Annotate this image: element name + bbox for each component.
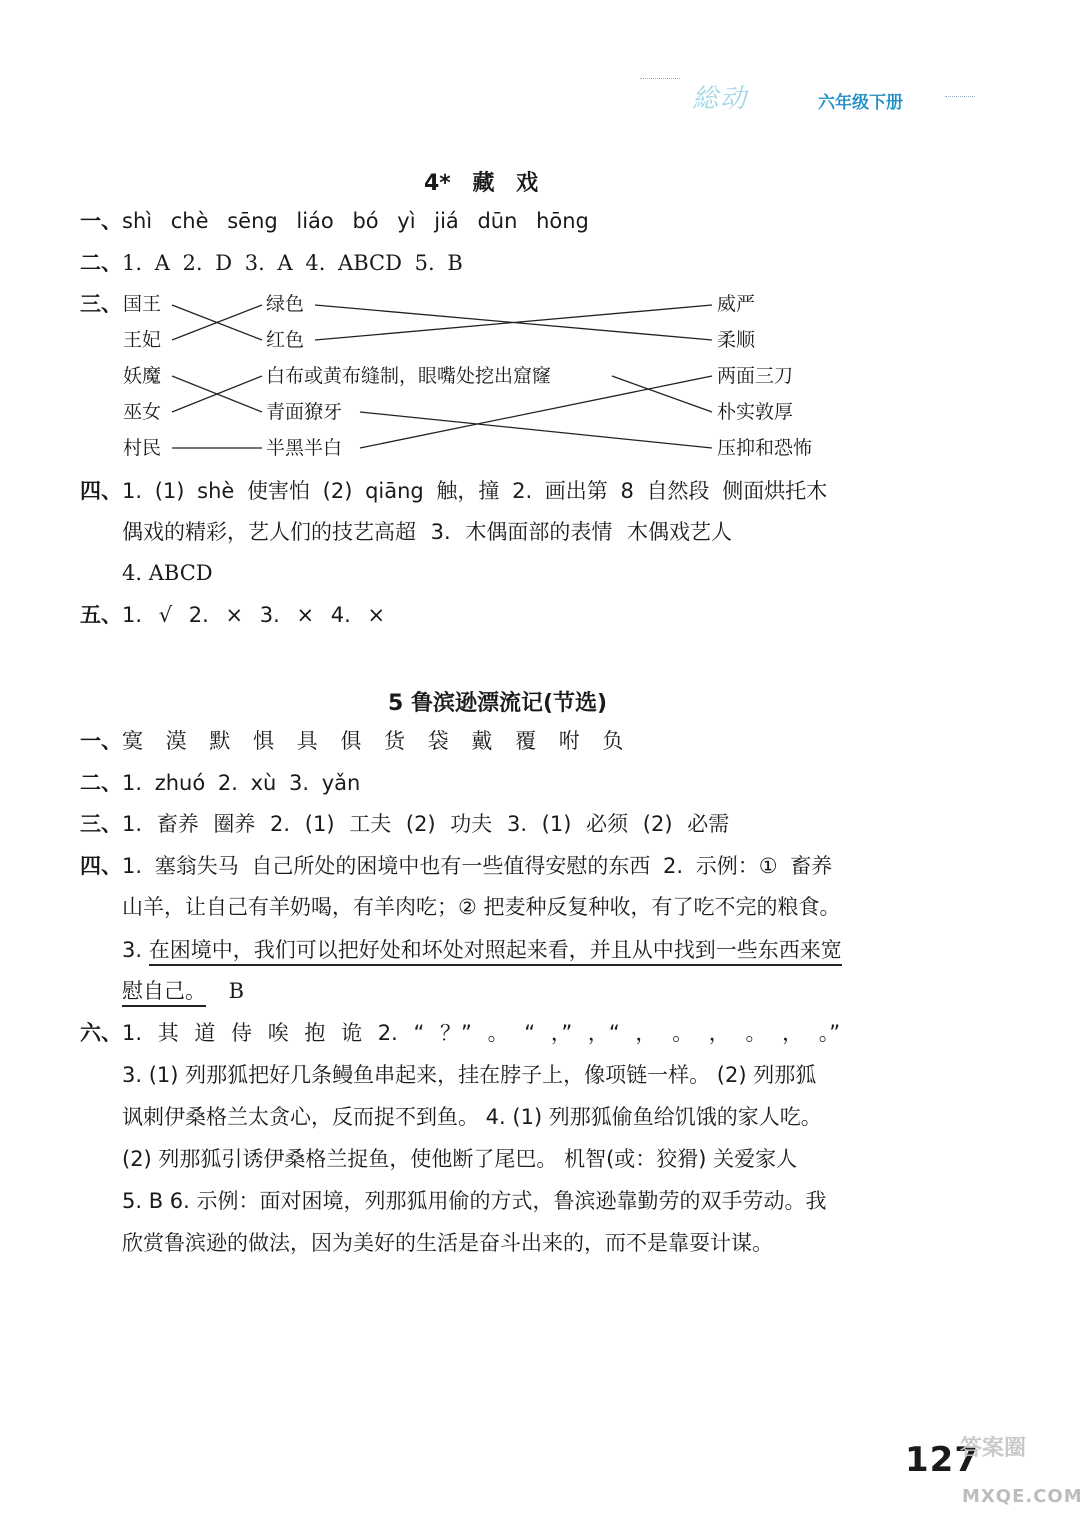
lesson5-q6-line2: 3. (1) 列那狐把好几条鳗鱼串起来，挂在脖子上，像项链一样。 (2) 列那狐 xyxy=(122,1063,817,1087)
lesson4-q5: 五、1. √ 2. × 3. × 4. × xyxy=(80,603,386,627)
match-left-4: 巫女 xyxy=(123,401,162,423)
link-banhei-liangmian xyxy=(360,376,712,448)
watermark-url: MXQE.COM xyxy=(962,1486,1083,1507)
match-right-3: 两面三刀 xyxy=(717,365,794,387)
page-number: 127 xyxy=(905,1440,979,1480)
pinyin-answers: shì chè sēng liáo bó yì jiá dūn hōng xyxy=(122,209,589,233)
lesson5-q6-line4: (2) 列那狐引诱伊桑格兰捉鱼，使他断了尾巴。 机智(或：狡猾) 关爱家人 xyxy=(122,1147,798,1171)
match-right-5: 压抑和恐怖 xyxy=(717,437,813,459)
lesson5-q6-line3: 讽刺伊桑格兰太贪心，反而捉不到鱼。 4. (1) 列那狐偷鱼给饥饿的家人吃。 xyxy=(122,1105,822,1129)
lesson5-title: 5 鲁滨逊漂流记(节选) xyxy=(388,691,608,716)
q-label: 四、 xyxy=(80,479,122,503)
lesson5-q4-line4: 慰自己。 B xyxy=(122,976,244,1006)
underlined-answer: 在困境中，我们可以把好处和坏处对照起来看，并且从中找到一些东西来宽 xyxy=(149,938,842,966)
lesson4-q4-line2: 偶戏的精彩，艺人们的技艺高超 3. 木偶面部的表情 木偶戏艺人 xyxy=(122,520,733,544)
q-label: 四、 xyxy=(80,854,122,878)
header-grade: 六年级下册 xyxy=(818,93,903,113)
lesson5-q6-line5: 5. B 6. 示例：面对困境，列那狐用偷的方式，鲁滨逊靠勤劳的双手劳动。我 xyxy=(122,1189,827,1213)
match-mid-4: 青面獠牙 xyxy=(266,401,343,423)
choice-answers: 1. A 2. D 3. A 4. ABCD 5. B xyxy=(122,251,463,275)
match-mid-2: 红色 xyxy=(266,329,305,351)
lesson4-title: 4* 藏 戏 xyxy=(424,171,539,196)
lesson5-q2: 二、1. zhuó 2. xù 3. yǎn xyxy=(80,771,361,795)
lesson5-q3: 三、1. 畜养 圈养 2. (1) 工夫 (2) 功夫 3. (1) 必须 (2) 必需 xyxy=(80,812,730,836)
q-label: 一、 xyxy=(80,209,122,233)
lesson5-q6-line6: 欣赏鲁滨逊的做法，因为美好的生活是奋斗出来的，而不是靠耍计谋。 xyxy=(122,1231,773,1255)
match-mid-5: 半黑半白 xyxy=(266,437,343,459)
match-right-4: 朴实敦厚 xyxy=(717,401,794,423)
lesson5-q1: 一、寞 漠 默 惧 具 俱 货 袋 戴 覆 咐 负 xyxy=(80,729,624,753)
match-mid-3: 白布或黄布缝制，眼嘴处挖出窟窿 xyxy=(266,365,552,387)
link-qingmian-yayi xyxy=(360,412,712,448)
lesson5-q4-line2: 山羊，让自己有羊奶喝，有羊肉吃；② 把麦种反复种收，有了吃不完的粮食。 xyxy=(122,895,841,919)
lesson4-q3-label: 三、 xyxy=(80,292,122,316)
q-label: 六、 xyxy=(80,1021,122,1045)
match-right-1: 威严 xyxy=(717,293,756,315)
lesson5-q6-line1: 六、1. 其 道 侍 唉 抱 诡 2. “ ？” 。 “ ，” ，“ ， 。 ， 。 ， 。” xyxy=(80,1021,841,1045)
q-label: 二、 xyxy=(80,250,122,275)
match-left-5: 村民 xyxy=(123,437,162,459)
match-left-2: 王妃 xyxy=(123,329,162,351)
header-logo: 総动 xyxy=(692,84,749,114)
match-left-1: 国王 xyxy=(123,293,162,315)
q-label: 五、 xyxy=(80,603,122,627)
match-left-3: 妖魔 xyxy=(123,365,162,387)
lesson5-q4-line3: 3. 在困境中，我们可以把好处和坏处对照起来看，并且从中找到一些东西来宽 xyxy=(122,935,842,965)
watermark-logo: 答案圈 xyxy=(960,1436,1027,1461)
q-label: 三、 xyxy=(80,812,122,836)
underlined-answer-end: 慰自己。 xyxy=(122,979,206,1007)
q-label: 一、 xyxy=(80,729,122,753)
lesson5-q4-line1: 四、1. 塞翁失马 自己所处的困境中也有一些值得安慰的东西 2. 示例：① 畜养 xyxy=(80,854,833,878)
q-label: 二、 xyxy=(80,771,122,795)
lesson4-q4-line1: 四、1. (1) shè 使害怕 (2) qiāng 触，撞 2. 画出第 8 自然段 侧面烘托木 xyxy=(80,479,828,503)
match-mid-1: 绿色 xyxy=(266,293,305,315)
match-right-2: 柔顺 xyxy=(717,329,756,351)
lesson4-q4-line3: 4. ABCD xyxy=(122,561,213,585)
